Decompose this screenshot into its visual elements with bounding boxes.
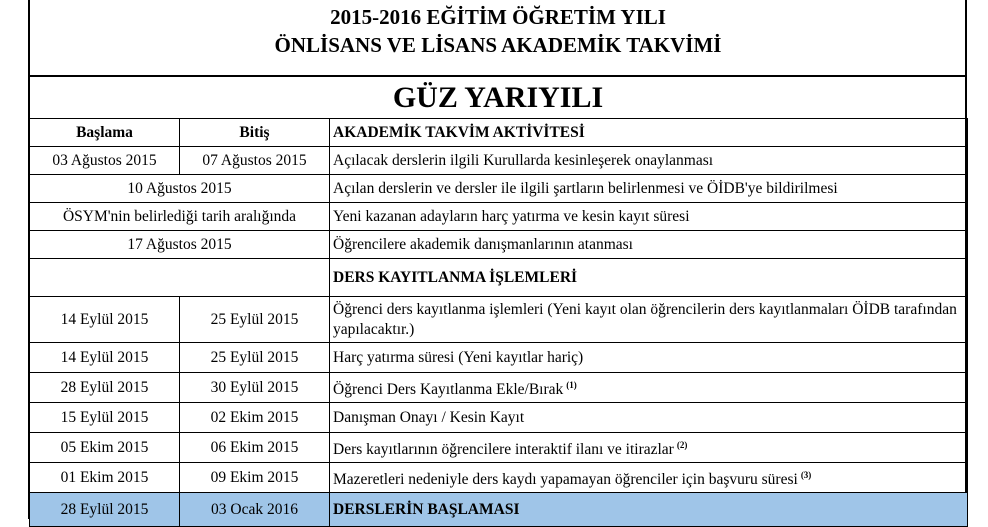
semester-title: GÜZ YARIYILI bbox=[392, 81, 604, 114]
end-date: 25 Eylül 2015 bbox=[180, 343, 330, 373]
start-date: 15 Eylül 2015 bbox=[30, 403, 180, 433]
activity-text: DERSLERİN BAŞLAMASI bbox=[330, 493, 968, 527]
activity-cell bbox=[330, 433, 968, 463]
footnote-marker: (1) bbox=[566, 380, 577, 390]
date-span: 17 Ağustos 2015 bbox=[30, 231, 330, 259]
activity-text: Öğrencilere akademik danışmanlarının atanması bbox=[330, 231, 968, 259]
start-date: 14 Eylül 2015 bbox=[30, 343, 180, 373]
activity-text: Ders kayıtlarının öğrencilere interaktif ilanı ve itirazlar bbox=[333, 441, 674, 458]
start-date: 05 Ekim 2015 bbox=[30, 433, 180, 463]
header-row bbox=[30, 119, 968, 147]
end-date: 03 Ocak 2016 bbox=[180, 493, 330, 527]
end-date: 02 Ekim 2015 bbox=[180, 403, 330, 433]
end-date: 09 Ekim 2015 bbox=[180, 463, 330, 493]
col-header-end: Bitiş bbox=[180, 119, 330, 147]
start-date: 03 Ağustos 2015 bbox=[30, 147, 180, 175]
section-row bbox=[30, 259, 968, 297]
start-date: 01 Ekim 2015 bbox=[30, 463, 180, 493]
end-date: 25 Eylül 2015 bbox=[180, 297, 330, 343]
table-row bbox=[30, 175, 968, 203]
title-calendar: ÖNLİSANS VE LİSANS AKADEMİK TAKVİMİ bbox=[274, 33, 722, 57]
table-row bbox=[30, 343, 968, 373]
activity-text: Mazeretleri nedeniyle ders kaydı yapamayan öğrenciler için başvuru süresi bbox=[333, 471, 798, 488]
title-year: 2015-2016 EĞİTİM ÖĞRETİM YILI bbox=[330, 5, 666, 29]
activity-text: Açılacak derslerin ilgili Kurullarda kesinleşerek onaylanması bbox=[330, 147, 968, 175]
calendar-table bbox=[29, 118, 968, 527]
start-date: 28 Eylül 2015 bbox=[30, 493, 180, 527]
activity-text: Yeni kazanan adayların harç yatırma ve kesin kayıt süresi bbox=[330, 203, 968, 231]
activity-text: Açılan derslerin ve dersler ile ilgili şartların belirlenmesi ve ÖİDB'ye bildirilmesi bbox=[330, 175, 968, 203]
date-span: 10 Ağustos 2015 bbox=[30, 175, 330, 203]
start-date: 14 Eylül 2015 bbox=[30, 297, 180, 343]
table-row bbox=[30, 203, 968, 231]
table-row bbox=[30, 297, 968, 343]
activity-cell bbox=[330, 463, 968, 493]
table-row bbox=[30, 231, 968, 259]
activity-text: Harç yatırma süresi (Yeni kayıtlar hariç) bbox=[330, 343, 968, 373]
start-date: 28 Eylül 2015 bbox=[30, 373, 180, 403]
footnote-marker: (3) bbox=[800, 470, 812, 480]
highlighted-row bbox=[30, 493, 968, 527]
table-row bbox=[30, 147, 968, 175]
date-span: ÖSYM'nin belirlediği tarih aralığında bbox=[30, 203, 330, 231]
table-row bbox=[30, 433, 968, 463]
footnote-marker: (2) bbox=[676, 440, 688, 450]
table-row bbox=[30, 403, 968, 433]
end-date: 06 Ekim 2015 bbox=[180, 433, 330, 463]
end-date: 07 Ağustos 2015 bbox=[180, 147, 330, 175]
activity-text: Öğrenci Ders Kayıtlanma Ekle/Bırak bbox=[333, 381, 564, 398]
section-blank bbox=[30, 259, 330, 297]
activity-text: Öğrenci ders kayıtlanma işlemleri (Yeni kayıt olan öğrencilerin ders kayıtlanmaları ÖİDB tarafından yapılacaktır.) bbox=[330, 297, 968, 343]
table-row bbox=[30, 373, 968, 403]
end-date: 30 Eylül 2015 bbox=[180, 373, 330, 403]
table-row bbox=[30, 463, 968, 493]
activity-text: Danışman Onayı / Kesin Kayıt bbox=[330, 403, 968, 433]
col-header-start: Başlama bbox=[30, 119, 180, 147]
col-header-activity: AKADEMİK TAKVİM AKTİVİTESİ bbox=[330, 119, 968, 147]
section-title-registration: DERS KAYITLANMA İŞLEMLERİ bbox=[330, 259, 968, 297]
activity-cell bbox=[330, 373, 968, 403]
